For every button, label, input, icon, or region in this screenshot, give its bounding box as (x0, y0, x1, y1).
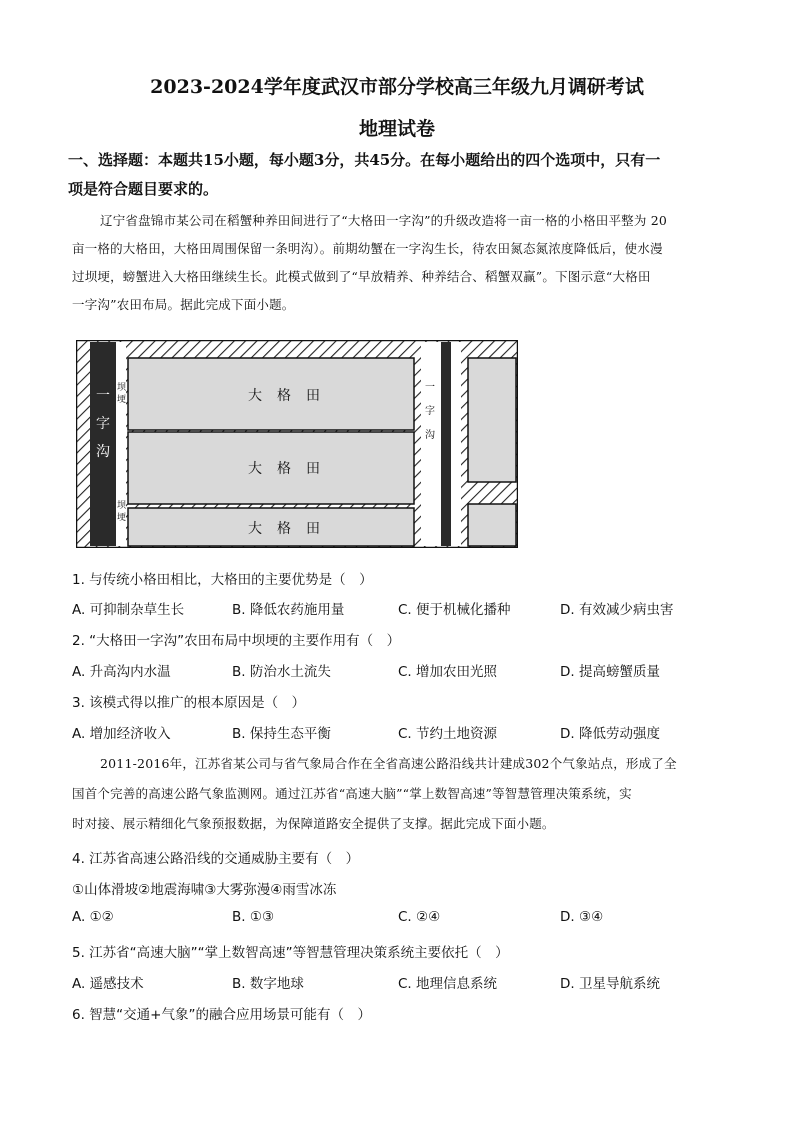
section-heading-line1: 一、选择题：本题共15小题，每小题3分，共45分。在每小题给出的四个选项中，只有一 (68, 151, 661, 169)
option: B. 降低农药施用量 (232, 602, 345, 618)
ditch-label: 字 (96, 416, 110, 432)
ditch-label: 沟 (96, 444, 110, 460)
field-label: 大 (248, 521, 262, 537)
option: A. 可抑制杂草生长 (72, 602, 185, 618)
option: A. 遥感技术 (72, 976, 144, 992)
option: B. 防治水土流失 (232, 664, 331, 680)
option: B. ①③ (232, 909, 275, 925)
option: A. 增加经济收入 (72, 726, 171, 742)
field-label: 田 (306, 521, 320, 537)
passage1-line: 一字沟”农田布局。据此完成下面小题。 (72, 297, 295, 312)
option: C. 地理信息系统 (398, 976, 498, 992)
ditch-label: 一 (425, 382, 435, 393)
passage2-line: 时对接、展示精细化气象预报数据，为保障道路安全提供了支撑。据此完成下面小题。 (72, 816, 555, 831)
option: C. 增加农田光照 (398, 664, 498, 680)
passage2-line: 国首个完善的高速公路气象监测网。通过江苏省“高速大脑”“掌上数智高速”等智慧管理决策系统，实 (72, 786, 632, 801)
option: A. ①② (72, 909, 114, 925)
embankment-label: 坝 (117, 501, 127, 511)
option: B. 数字地球 (232, 976, 304, 992)
large-field (128, 432, 414, 504)
field-label: 格 (277, 388, 291, 404)
large-field (468, 504, 516, 546)
embankment-label: 埂 (117, 513, 127, 523)
option: D. 提高螃蟹质量 (560, 664, 660, 680)
passage1-line: 辽宁省盘锦市某公司在稻蟹种养田间进行了“大格田一字沟”的升级改造将一亩一格的小格田平整为 20 (100, 213, 668, 228)
option: C. 便于机械化播种 (398, 602, 511, 618)
embankment-label: 坝 (117, 383, 127, 393)
ditch-label: 一 (96, 388, 110, 404)
passage1-line: 过坝埂，螃蟹进入大格田继续生长。此模式做到了“早放精养、种养结合、稻蟹双赢”。下图示意“大格田 (72, 269, 651, 284)
option: B. 保持生态平衡 (232, 726, 331, 742)
passage2-line: 2011-2016年，江苏省某公司与省气象局合作在全省高速公路沿线共计建成302个气象站点，形成了全 (100, 756, 677, 771)
option: D. 有效减少病虫害 (560, 602, 674, 618)
large-field (128, 508, 414, 546)
question-stem: 6. 智慧“交通+气象”的融合应用场景可能有（ ） (72, 1007, 371, 1023)
option: A. 升高沟内水温 (72, 664, 171, 680)
passage1-line: 亩一格的大格田，大格田周围保留一条明沟）。前期幼蟹在一字沟生长，待农田氮态氮浓度降低后，使水漫 (72, 241, 663, 256)
ditch-label: 字 (425, 406, 435, 417)
exam-title: 2023-2024学年度武汉市部分学校高三年级九月调研考试 (150, 76, 644, 98)
option: C. ②④ (398, 909, 441, 925)
option: D. 卫星导航系统 (560, 976, 660, 992)
option: D. 降低劳动强度 (560, 726, 660, 742)
field-label: 田 (306, 388, 320, 404)
option: D. ③④ (560, 909, 604, 925)
question-stem: 4. 江苏省高速公路沿线的交通威胁主要有（ ） (72, 851, 360, 867)
question-stem: 2. “大格田一字沟”农田布局中坝埂的主要作用有（ ） (72, 633, 401, 649)
field-layout-diagram (76, 340, 518, 548)
option: C. 节约土地资源 (398, 726, 498, 742)
exam-subtitle: 地理试卷 (358, 118, 435, 140)
field-label: 田 (306, 461, 320, 477)
question-substatements: ①山体滑坡②地震海啸③大雾弥漫④雨雪冰冻 (72, 882, 337, 898)
section-heading-line2: 项是符合题目要求的。 (68, 180, 219, 198)
field-label: 格 (277, 461, 291, 477)
ditch-middle (441, 342, 451, 546)
embankment-label: 埂 (117, 395, 127, 405)
large-field (128, 358, 414, 430)
field-label: 格 (277, 521, 291, 537)
question-stem: 5. 江苏省“高速大脑”“掌上数智高速”等智慧管理决策系统主要依托（ ） (72, 945, 509, 961)
field-label: 大 (248, 461, 262, 477)
question-stem: 3. 该模式得以推广的根本原因是（ ） (72, 695, 306, 711)
ditch-label: 沟 (425, 430, 435, 441)
large-field (468, 358, 516, 482)
question-stem: 1. 与传统小格田相比，大格田的主要优势是（ ） (72, 572, 373, 588)
field-label: 大 (248, 388, 262, 404)
